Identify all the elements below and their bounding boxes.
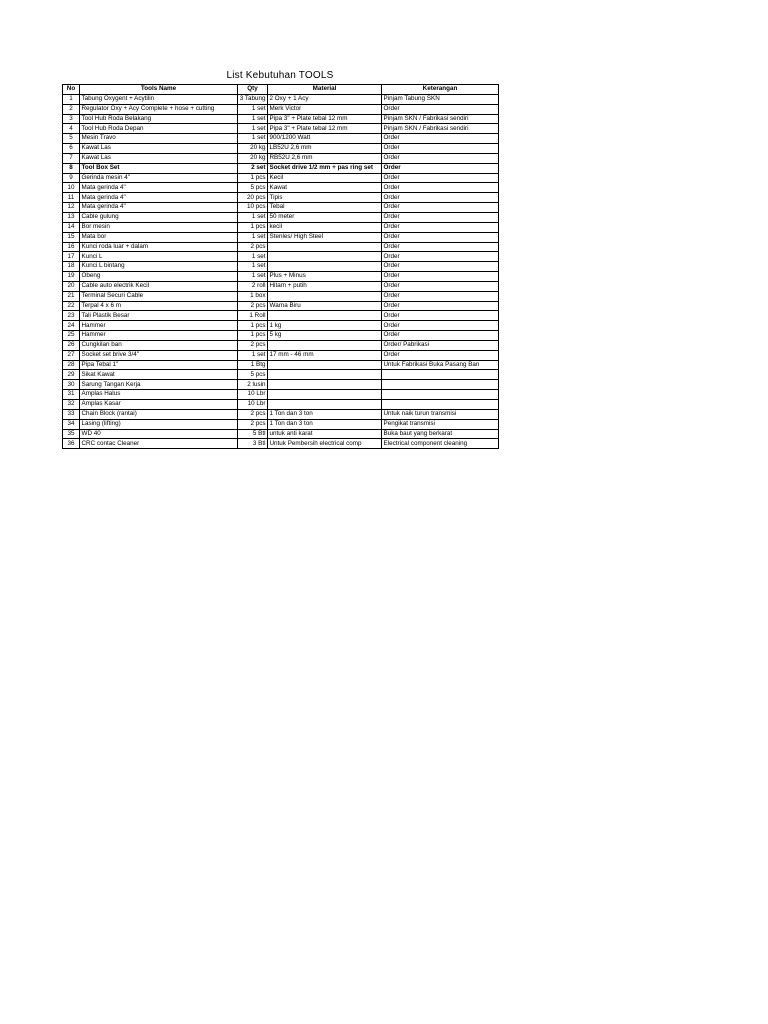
cell-no: 19 [63,272,80,282]
cell-no: 2 [63,104,80,114]
table-row [63,94,499,104]
cell-keterangan: Order [382,203,499,213]
cell-material: 2 Oxy + 1 Acy [268,94,382,104]
table-row [63,281,499,291]
cell-tools-name: Mata gerinda 4" [80,193,238,203]
table-row [63,311,499,321]
cell-keterangan [382,390,499,400]
table-row [63,340,499,350]
table-row [63,291,499,301]
cell-no: 28 [63,360,80,370]
cell-material [268,252,382,262]
cell-keterangan: Pengikat transmisi [382,419,499,429]
cell-no: 22 [63,301,80,311]
cell-no: 4 [63,124,80,134]
cell-keterangan: Buka baut yang berkarat [382,429,499,439]
cell-no: 31 [63,390,80,400]
cell-no: 10 [63,183,80,193]
cell-tools-name: Tool Box Set [80,163,238,173]
cell-keterangan: Order [382,321,499,331]
cell-material: 50 meter [268,212,382,222]
table-row [63,183,499,193]
cell-tools-name: Cable gulung [80,212,238,222]
cell-tools-name: Tali Plastik Besar [80,311,238,321]
cell-qty: 1 set [238,272,268,282]
cell-tools-name: Kunci L bintang [80,262,238,272]
cell-tools-name: Terminal Securi Cable [80,291,238,301]
cell-keterangan: Order [382,193,499,203]
cell-material: 900/1200 Watt [268,134,382,144]
cell-tools-name: Mata bor [80,232,238,242]
cell-no: 20 [63,281,80,291]
cell-material: Stenles/ High Steel [268,232,382,242]
cell-qty: 3 Tabung [238,94,268,104]
cell-tools-name: Cable auto electrik Kecil [80,281,238,291]
cell-qty: 1 set [238,350,268,360]
cell-qty: 2 set [238,163,268,173]
cell-material: Untuk Pembersih electrical comp [268,439,382,449]
cell-qty: 1 set [238,114,268,124]
cell-keterangan: Order [382,242,499,252]
cell-tools-name: Lasing (lifting) [80,419,238,429]
table-row [63,193,499,203]
cell-tools-name: Amplas Kasar [80,400,238,410]
header-material: Material [268,85,382,95]
cell-tools-name: Pipa Tebal 1" [80,360,238,370]
cell-no: 13 [63,212,80,222]
cell-keterangan: Order [382,301,499,311]
cell-no: 35 [63,429,80,439]
table-row [63,400,499,410]
table-row [63,331,499,341]
cell-qty: 20 pcs [238,193,268,203]
header-tools-name: Tools Name [80,85,238,95]
cell-no: 36 [63,439,80,449]
cell-qty: 2 lusin [238,380,268,390]
cell-keterangan: Order/ Pabrikasi [382,340,499,350]
table-row [63,222,499,232]
cell-qty: 20 kg [238,153,268,163]
cell-material: RB52U 2,6 mm [268,153,382,163]
cell-qty: 1 set [238,262,268,272]
cell-tools-name: Kunci L [80,252,238,262]
cell-tools-name: Chain Block (rantai) [80,409,238,419]
table-row [63,429,499,439]
cell-keterangan: Pinjam Tabung SKN [382,94,499,104]
cell-keterangan: Order [382,331,499,341]
cell-tools-name: Mesin Travo [80,134,238,144]
table-row [63,419,499,429]
cell-tools-name: Regulator Oxy + Acy Complete + hose + cutting [80,104,238,114]
cell-no: 6 [63,144,80,154]
cell-tools-name: Bor mesin [80,222,238,232]
table-row [63,242,499,252]
table-row [63,252,499,262]
cell-material: Pipa 3" + Plate tebal 12 mm [268,124,382,134]
cell-no: 34 [63,419,80,429]
cell-material [268,360,382,370]
cell-qty: 2 pcs [238,301,268,311]
cell-tools-name: Kawat Las [80,153,238,163]
cell-keterangan: Order [382,262,499,272]
cell-keterangan [382,400,499,410]
cell-keterangan: Untuk naik turun transmisi [382,409,499,419]
table-row [63,301,499,311]
table-row [63,173,499,183]
cell-keterangan: Order [382,222,499,232]
table-row [63,370,499,380]
cell-material: 1 Ton dan 3 ton [268,419,382,429]
cell-qty: 1 set [238,232,268,242]
cell-material: Tipis [268,193,382,203]
cell-qty: 2 pcs [238,409,268,419]
cell-material [268,291,382,301]
cell-no: 23 [63,311,80,321]
table-row [63,134,499,144]
cell-keterangan: Order [382,272,499,282]
header-keterangan: Keterangan [382,85,499,95]
cell-tools-name: Hammer [80,321,238,331]
cell-qty: 1 Roll [238,311,268,321]
cell-qty: 10 Lbr [238,400,268,410]
cell-keterangan: Order [382,232,499,242]
cell-no: 16 [63,242,80,252]
cell-no: 33 [63,409,80,419]
cell-no: 21 [63,291,80,301]
cell-qty: 1 set [238,252,268,262]
cell-material [268,400,382,410]
cell-material: 1 Ton dan 3 ton [268,409,382,419]
cell-keterangan: Order [382,144,499,154]
table-row [63,321,499,331]
cell-keterangan: Order [382,212,499,222]
cell-keterangan [382,380,499,390]
cell-material: Kecil [268,173,382,183]
cell-keterangan: Order [382,291,499,301]
cell-material: LB52U 2,6 mm [268,144,382,154]
cell-material: Kawat [268,183,382,193]
cell-tools-name: CRC contac Cleaner [80,439,238,449]
cell-keterangan: Electrical component cleaning [382,439,499,449]
cell-qty: 3 Btl [238,439,268,449]
cell-no: 27 [63,350,80,360]
cell-keterangan: Order [382,104,499,114]
cell-no: 11 [63,193,80,203]
table-row [63,153,499,163]
cell-qty: 1 box [238,291,268,301]
cell-tools-name: Cungkilan ban [80,340,238,350]
cell-material: untuk anti karat [268,429,382,439]
cell-no: 17 [63,252,80,262]
cell-no: 32 [63,400,80,410]
cell-no: 24 [63,321,80,331]
cell-no: 1 [63,94,80,104]
table-row [63,390,499,400]
table-row [63,114,499,124]
table-row [63,232,499,242]
cell-no: 18 [63,262,80,272]
table-row [63,104,499,114]
cell-material [268,340,382,350]
table-row [63,272,499,282]
cell-tools-name: Mata gerinda 4" [80,203,238,213]
cell-qty: 20 kg [238,144,268,154]
tools-table [62,84,499,449]
cell-material: Pipa 3" + Plate tebal 12 mm [268,114,382,124]
table-row [63,360,499,370]
table-row [63,163,499,173]
cell-keterangan: Pinjam SKN / Fabrikasi sendiri [382,124,499,134]
cell-no: 5 [63,134,80,144]
table-row [63,203,499,213]
table-header-row [63,85,499,95]
cell-qty: 10 Lbr [238,390,268,400]
cell-qty: 1 Btg [238,360,268,370]
table-row [63,212,499,222]
table-row [63,439,499,449]
cell-qty: 5 pcs [238,370,268,380]
header-qty: Qty [238,85,268,95]
cell-qty: 2 pcs [238,340,268,350]
cell-tools-name: Gerinda mesin 4" [80,173,238,183]
cell-tools-name: Kawat Las [80,144,238,154]
cell-qty: 10 pcs [238,203,268,213]
cell-material: 17 mm - 46 mm [268,350,382,360]
cell-keterangan: Order [382,311,499,321]
table-row [63,124,499,134]
cell-keterangan: Untuk Fabrikasi Buka Pasang Ban [382,360,499,370]
cell-no: 3 [63,114,80,124]
cell-material: 1 kg [268,321,382,331]
cell-qty: 2 pcs [238,242,268,252]
cell-tools-name: Amplas Halus [80,390,238,400]
cell-qty: 1 set [238,134,268,144]
cell-keterangan [382,370,499,380]
cell-tools-name: WD 40 [80,429,238,439]
header-no: No [63,85,80,95]
cell-material: 5 kg [268,331,382,341]
cell-material [268,262,382,272]
cell-qty: 1 pcs [238,331,268,341]
cell-qty: 1 set [238,212,268,222]
table-row [63,380,499,390]
cell-keterangan: Order [382,252,499,262]
cell-tools-name: Socket set brive 3/4" [80,350,238,360]
cell-qty: 1 set [238,104,268,114]
cell-tools-name: Tool Hub Roda Depan [80,124,238,134]
cell-material: Tebal [268,203,382,213]
cell-keterangan: Order [382,183,499,193]
table-row [63,262,499,272]
cell-no: 8 [63,163,80,173]
cell-tools-name: Terpal 4 x 6 m [80,301,238,311]
cell-keterangan: Pinjam SKN / Fabrikasi sendiri [382,114,499,124]
cell-tools-name: Tabung Oxygent + Acytilin [80,94,238,104]
cell-material: Warna Biru [268,301,382,311]
cell-material [268,370,382,380]
cell-material: Plus + Minus [268,272,382,282]
table-row [63,409,499,419]
cell-tools-name: Mata gerinda 4" [80,183,238,193]
cell-no: 29 [63,370,80,380]
cell-qty: 5 pcs [238,183,268,193]
cell-tools-name: Hammer [80,331,238,341]
cell-qty: 1 pcs [238,222,268,232]
cell-material: Hitam + putih [268,281,382,291]
table-row [63,350,499,360]
table-row [63,144,499,154]
cell-no: 15 [63,232,80,242]
cell-keterangan: Order [382,173,499,183]
cell-keterangan: Order [382,350,499,360]
cell-qty: 1 pcs [238,321,268,331]
cell-no: 26 [63,340,80,350]
cell-material [268,390,382,400]
cell-qty: 2 pcs [238,419,268,429]
cell-tools-name: Tool Hub Roda Belakang [80,114,238,124]
cell-material [268,311,382,321]
cell-tools-name: Sarung Tangan Kerja [80,380,238,390]
cell-material [268,242,382,252]
cell-qty: 2 roll [238,281,268,291]
cell-keterangan: Order [382,153,499,163]
cell-no: 7 [63,153,80,163]
cell-no: 9 [63,173,80,183]
cell-material [268,380,382,390]
cell-material: Merk Victor [268,104,382,114]
cell-keterangan: Order [382,163,499,173]
cell-qty: 1 pcs [238,173,268,183]
cell-tools-name: Kunci roda luar + dalam [80,242,238,252]
cell-keterangan: Order [382,134,499,144]
cell-tools-name: Sikat Kawat [80,370,238,380]
cell-qty: 1 set [238,124,268,134]
table-body [63,94,499,448]
document-title: List Kebutuhan TOOLS [226,70,334,81]
cell-no: 12 [63,203,80,213]
cell-material: Socket drive 1/2 mm + pas ring set [268,163,382,173]
cell-keterangan: Order [382,281,499,291]
cell-no: 14 [63,222,80,232]
cell-tools-name: Obeng [80,272,238,282]
cell-qty: 5 Btl [238,429,268,439]
cell-no: 30 [63,380,80,390]
cell-no: 25 [63,331,80,341]
cell-material: kecil [268,222,382,232]
